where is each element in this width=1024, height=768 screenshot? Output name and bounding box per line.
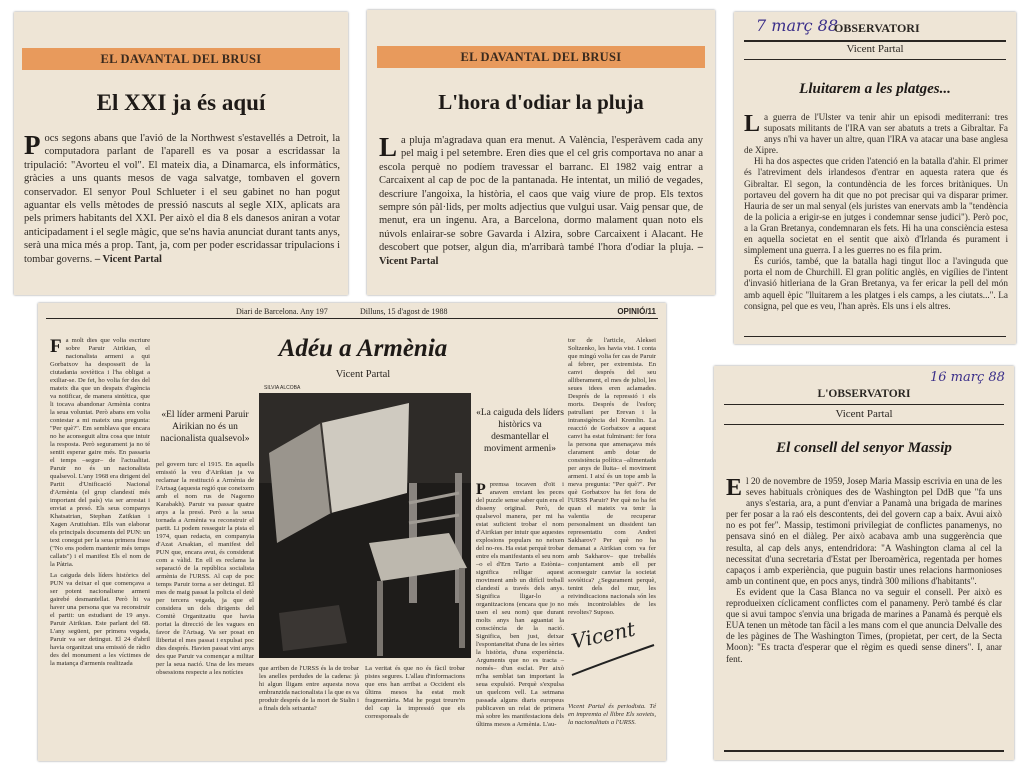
column-2: pel govern turc el 1915. En aquells emissió la veu d'Airikian ja va reclamar la restitució a Armènia de l'Artsag (aquesta regió que coneixem amb el nom rus de Nagorno Karabakh). Paruir va passar quatre anys a la presó. Però a la seua tornada a Armènia va reconstruir el partit. Li podem resseguir la pista el 1974, quan redacta, en companyia d'Azat Arsakian, el manifest del PUN que, encara avui, és considerat com a vàlid. En ell es reclama la separació de la república socialista armènia de l'URSS. Al cap de poc temps Paruir torna a ser detingut. El mes de maig passat la policia el detè per tercera vegada, ja que el considera un dels dirigents del Comitè Organitzatiu que havia portat la direcció de les vagues en favor de l'Artsag. Va ser posat en llibertat el mes passat i expulsat poc dies després. Havien passat vint anys des que Paruir va començar a militar per la seua nació. Una de les meues obsessions respecte a les notícies	[156, 461, 254, 676]
masthead-page: OPINIÓ/11	[617, 307, 656, 316]
drop-cap: P	[24, 130, 41, 160]
body-paragraph-1: l 20 de novembre de 1959, Josep Maria Massip escrivia en una de les seves habituals cròniques des de Washington pel DdB que "fa uns anys s'estaria, ara, a punt d'enviar a Panamà una brigada de marines per fer posar a la raó els descontents, dei del govern cap a baix. Avui això no es pot fer". Massip, testimoni privilegiat de conflictes panamenys, no pensava sinó en el diàleg. Per això acabava amb una suggerència que resulta, al cap dels anys, entendridora: "A Washington clama al cel la necessitat d'una secretaria d'Estat per Iberoamèrica, regentada per homes capaços i amb experiència, que puguin bastir unes relacions harmonioses amb un continent que, en pocs anys, tindrà 300 milions d'habitants".	[726, 476, 1002, 586]
chair-photo	[259, 393, 471, 658]
column-1	[50, 337, 150, 668]
drop-cap: L	[744, 111, 761, 137]
handwritten-date: 16 març 88	[930, 370, 1005, 385]
article-body	[24, 132, 340, 266]
masthead-date: Dilluns, 15 d'agost de 1988	[360, 307, 448, 316]
author: – Vicent Partal	[379, 242, 703, 267]
drop-cap: P	[476, 481, 486, 498]
body-paragraph-2: Hi ha dos aspectes que criden l'atenció en la batalla d'ahir. El primer és l'atreviment dels irlandesos d'entrar en aquesta ratera que és Gibraltar. El segon, la contundència de les forces britàniques. Un portaveu del govern ha dit que no pot precisar qui va disparar primer. Hauria de ser un mal senyal (els juristes van enervats amb la "tendència de la policia a erigir-se en jutges i condemnar sense judici"). Però poc, a la Gran Bretanya, condemnaran els fets. Hi ha una consciència estesa en aquella societat en el sentit que això d'Irlanda és purament i simplement una guerra. I a les guerres no es fila prim.	[744, 156, 1008, 256]
body-paragraph-3: És curiós, també, que la batalla hagi tingut lloc a l'avinguda que porta el nom de Churchill. El gran polític anglès, en vigílies de l'intent d'invasió hitleriana de la Gran Bretanya, va fer ericar la pell del món amb aquell èpic "lluitarem a les platges i els camps, a les ciutats...". La consigna, pel que es veu, l'han après. Els uns i els altres.	[744, 256, 1008, 311]
photo-credit: SILVIA ALCOBA	[264, 385, 301, 391]
masthead-rule	[46, 318, 658, 319]
column-5	[476, 481, 564, 729]
article-title: El XXI ja és aquí	[96, 90, 266, 115]
section-band: EL DAVANTAL DEL BRUSI	[22, 48, 340, 70]
article-title: Lluitarem a les platges...	[799, 81, 951, 97]
article-title: L'hora d'odiar la pluja	[438, 90, 644, 114]
article-body	[726, 476, 1002, 665]
article-body	[744, 112, 1008, 312]
top-rule	[744, 40, 1006, 42]
body-text: a pluja m'agradava quan era menut. A València, l'esperàvem cada any pel maig i pel setembre. Eren dies que el cel gris comportava no anar a escola perquè no podíem travessar el barranc. El 1982 vaig entrar a Carcaixent al cap de poc de la pantanada. He intentat, un milió de vegades, descriure l'angoixa, la història, el caos que vaig viure de prop. Els textos sempre són pàl·lids, per molts adjectius que vulgui usar. Vaig pensar que, de menut, era un ingenu. Ara, a Barcelona, dormo malament quan noto els núvols enlairar-se sobre Gavarda i Alzira, sobre Carcaixent i Alacant. He descobert que potser, algun dia, m'arribarà també l'hora d'odiar la pluja.	[379, 135, 703, 254]
column-3: que arriben de l'URSS és la de trobar les anelles perdudes de la cadena: jà hi algun lligam entre aquesta nova embranzida nacionalista i la que es va produir després de la mort de Stalin i a finals dels seixanta?	[259, 665, 359, 712]
drop-cap: F	[50, 336, 62, 357]
column-6: tor de l'article, Aleksei Soltzenko, les havia vist. I conta que mingú volia fer cas de Paruir al febrer, per extremista. En canvi després del seu alliberament, el mes de juliol, les seues idees eren aclamades. Després de la repressió i els morts. Després de l'esforç patrullant per Erevan i la intransigència del Kremlin. La reacció de Gorbatxov a aquest canvi ha estat fulminant: fer fora la persona que amenaçava més clarament amb dotar de consistència política –alimentada per anys de lluita– el moviment armeni. I així és un tope amb la meva pregunta: "Per què?". Per què Gorbatxov ha fet fora de l'URSS Paruir? Per què no ha fet quan el mateix va tenir la valentia de recuperar personalment un dissident tan representatiu com Andrei Sakharov? Per què no ha demanat a Airikian com va fer amb Sakharov– que treballés conjuntament amb ell per aconseguir canviar la societat soviètica? ¿Segurament perquè, tenint dels del mur, les reivindicacions nacionals són les més incontrolables de les revoltes? Suposo.	[568, 337, 656, 616]
clipping-consell-massip	[714, 366, 1014, 760]
column-1-text: a molt dies que volia escriure sobre Paruir Airikian, el nacionalista armeni a qui Gorbatxov ha desposseït de la ciutadania soviètica i l'ha obligat a exiliar-se. De fet, ho volia fer des del mateix dia que un despatx d'agència va notificar, de manera sintètica, que li tocava abandonar Armènia contra la seua voluntat. Però abans em volia contestar a mi mateix una pregunta: "Per què?". Em semblava que encara no he aconseguit altra cosa que intuir la resposta. Però segurament ja no té sentit esperar gaire més. En passaria el temps –segur– de l'actualitat. Paruir no és un nacionalista qualsevol. L'any 1968 era dirigent del Partit d'Unificació Nacional d'Armènia (el grup clandestí més important del país) via ser arrestat i enviat a presó. Els seus companys Khatsatrian, Stephan Zatikian i Xagen Arutiuhian. Ells van elaborar els principals documents del PUN: un text conegut per la seua primera frase ("No ens podem mantenir més temps callats") i el manifest Els el nom de la Pàtria.	[50, 337, 150, 568]
clipping-adeu-armenia	[38, 303, 666, 761]
column-1b-text: La caiguda dels líders històrics del PUN va deixar el que començava a ser potent nacionalisme armeni gairebé desmantellat. Però hi va haver una persona que va reconstruir el partit: un estudiant de 19 anys. Paruir Airikian. Este parlant del 68. L'any següent, per primera vegada, Paruir va ser detingut. El 24 d'abril havia organitzat una emissió de ràdio des del monument a les víctimes de la matança d'armenis realitzada	[50, 572, 150, 667]
section-header: L'OBSERVATORI	[817, 388, 911, 400]
signature-stroke	[568, 641, 658, 681]
author-bio: Vicent Partal és periodista. Té en impremta el llibre Els soviets, la nacionalitats a l'URSS.	[568, 703, 656, 726]
article-title: El consell del senyor Massip	[776, 440, 952, 456]
column-4: La veritat és que no és fàcil trobar pistes segures. L'allau d'informacions que ens han arribat a Occident els últims mesos ha estat molt fragmentària. Mai he pogut treure'm del cap la impressió que els corresponsals de	[365, 665, 465, 720]
section-band: EL DAVANTAL DEL BRUSI	[377, 46, 705, 68]
pull-quote-2: «La caiguda dels líders històrics va desmantellar el moviment armeni»	[476, 408, 564, 454]
body-paragraph-2: Es evident que la Casa Blanca no va seguir el consell. Per això es reprodueixen cíclicament conflictes com el panameny. Però també és clar que si avui tampoc s'envia una brigada de marines a Panamà és perquè els EUA tenen un mètode tan fàcil a les mans com el que anuncia Delvalle des de les pàgines de The Washington Times, (propietat, per cert, de la Secta Moon): "Es tracta d'esperar que el règim es quedi sense diners". I, anar fent.	[726, 586, 1002, 664]
byline: Vicent Partal	[835, 408, 893, 420]
bottom-rule	[724, 750, 1004, 752]
top-rule	[724, 404, 1004, 405]
drop-cap: E	[726, 475, 743, 501]
signature: Vicent	[569, 616, 638, 654]
clipping-hora-pluja	[367, 10, 715, 295]
author: – Vicent Partal	[94, 253, 162, 265]
clipping-lluitarem	[734, 12, 1016, 344]
pull-quote-1: «El líder armeni Paruir Airikian no és un nacionalista qualsevol»	[160, 410, 250, 444]
byline-rule	[744, 59, 1006, 60]
bottom-rule	[744, 336, 1006, 337]
article-title: Adéu a Armènia	[278, 335, 448, 362]
masthead-left: Diari de Barcelona. Any 197	[236, 307, 328, 316]
byline: Vicent Partal	[846, 43, 904, 55]
body-paragraph-1: a guerra de l'Ulster va tenir ahir un episodi mediterrani: tres suposats militants de l'IRA van ser abatuts a trets a Gibraltar. Fa anys n'hi va haver un altre, quan l'IRA va atacar una base anglesa de Xipre.	[744, 112, 1008, 156]
drop-cap: L	[379, 132, 398, 162]
byline: Vicent Partal	[335, 369, 391, 380]
article-body	[379, 134, 703, 268]
byline-rule	[724, 424, 1004, 425]
column-5-text: premsa tocaven d'oït i anaven enviant les peces del puzzle sense saber quin era el disseny original. Però, de qualsevol manera, per mi ha estat suficient trobar el nom d'Airikian per intuir que aquestes explosions populars no neixen del no-res. Ha estat perquè trobar entre els manifestants el seu nom –o el d'Ern Tarto a Estònia– significa relligar aquest moviment amb un difícil treball clandestí a través dels anys. Significa lligar-lo a organitzacions (encara que jo no usen el seu nom) que durant molts anys han aguantat la consciència de la nació. Significa, ben just, deixar l'espontaneïtat d'una de les sèries la història, d'una experiència. Arguments que no es tracta –només– d'un esclat. Per això m'ha semblat tan important la seua expulsió. Perquè s'expulsa un quelcom vell. La setmana passada alguns diaris europeus publicaven un relat de primera mà sobre les manifestacions dels últims mesos a Armènia. L'au-	[476, 481, 564, 728]
section-header: OBSERVATORI	[834, 21, 920, 35]
clipping-el-xxi	[14, 12, 348, 295]
handwritten-date: 7 març 88	[756, 16, 839, 35]
body-text: ocs segons abans que l'avió de la Northwest s'estavellés a Detroit, la computadora parlant de l'aparell es va posar a escridassar la tripulació: "Avorteu el vol". El mateix dia, a Dinamarca, els informàtics, gràcies a uns quants mesos de vaga salvatge, tombaven el govern conservador. El senyor Poul Schlueter i el seu gabinet no han pogut aguantar els vells mètodes de pressió nascuts al segle XIX, aplicats ara pels primers habitants del XXI. Per això el dia 8 els danesos aniran a votar anticipadament i el segle màgic, que se'ns havia anunciat durant tants anys, serà una mica més a prop. Tant, ja, com per poder escridassar tripulacions i tombar governs.	[24, 133, 340, 265]
